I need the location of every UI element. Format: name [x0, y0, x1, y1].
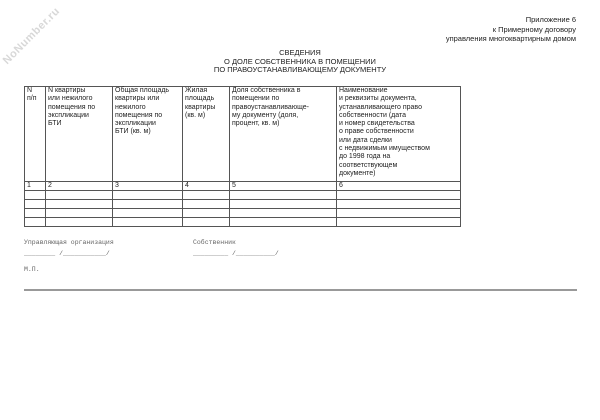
owner-label: Собственник	[193, 239, 236, 246]
table-row	[25, 200, 461, 209]
table-cell	[113, 209, 183, 218]
watermark: NoNumber.ru	[0, 5, 63, 67]
table-row	[25, 218, 461, 227]
stamp-place: М.П.	[24, 266, 40, 273]
table-cell	[337, 209, 461, 218]
column-number: 2	[46, 182, 113, 191]
appendix-line: управления многоквартирным домом	[445, 34, 576, 43]
header-cell: Наименование и реквизиты документа, устанавливающего право собственности (дата и номер свидетельства о праве собственности или дата сделки с недвижимым имуществом до 1998 года на соответствующем документе)	[337, 87, 461, 182]
empty-rows	[25, 191, 461, 227]
table-cell	[113, 191, 183, 200]
appendix-line: Приложение 6	[525, 15, 576, 24]
ownership-table	[24, 86, 461, 227]
header-row	[25, 87, 461, 182]
table-cell	[46, 191, 113, 200]
table-cell	[230, 191, 337, 200]
title-line: СВЕДЕНИЯ	[279, 48, 321, 57]
header-cell: N п/п	[25, 87, 46, 182]
table-cell	[25, 218, 46, 227]
table-cell	[337, 191, 461, 200]
table-cell	[230, 209, 337, 218]
document-title	[0, 49, 600, 75]
column-number: 5	[230, 182, 337, 191]
table-cell	[46, 209, 113, 218]
column-number: 1	[25, 182, 46, 191]
header-cell: Доля собственника в помещении по правоустанавливающе- му документу (доля, процент, кв. м)	[230, 87, 337, 182]
title-line: О ДОЛЕ СОБСТВЕННИКА В ПОМЕЩЕНИИ	[224, 56, 376, 66]
table-cell	[183, 209, 230, 218]
table-row	[25, 191, 461, 200]
table-cell	[46, 200, 113, 209]
table-cell	[25, 209, 46, 218]
table-cell	[337, 200, 461, 209]
divider	[24, 289, 577, 291]
owner-signature-line: _________ /__________/	[193, 250, 279, 257]
table-cell	[230, 218, 337, 227]
table-row	[25, 209, 461, 218]
management-org-signature-line: ________ /___________/	[24, 250, 110, 257]
column-number: 3	[113, 182, 183, 191]
management-org-label: Управляющая организация	[24, 239, 114, 246]
appendix-line: к Примерному договору	[492, 24, 576, 34]
header-cell: N квартиры или нежилого помещения по экспликации БТИ	[46, 87, 113, 182]
table-cell	[183, 191, 230, 200]
table-cell	[25, 200, 46, 209]
table-cell	[183, 200, 230, 209]
column-number: 6	[337, 182, 461, 191]
table-cell	[230, 200, 337, 209]
table-cell	[46, 218, 113, 227]
table-cell	[113, 218, 183, 227]
column-number-row	[25, 182, 461, 191]
title-line: ПО ПРАВОУСТАНАВЛИВАЮЩЕМУ ДОКУМЕНТУ	[213, 65, 387, 74]
table-cell	[113, 200, 183, 209]
column-number: 4	[183, 182, 230, 191]
table-cell	[25, 191, 46, 200]
table-cell	[337, 218, 461, 227]
table-cell	[183, 218, 230, 227]
header-cell: Жилая площадь квартиры (кв. м)	[183, 87, 230, 182]
header-cell: Общая площадь квартиры или нежилого помещения по экспликации БТИ (кв. м)	[113, 87, 183, 182]
appendix-note	[446, 15, 576, 44]
